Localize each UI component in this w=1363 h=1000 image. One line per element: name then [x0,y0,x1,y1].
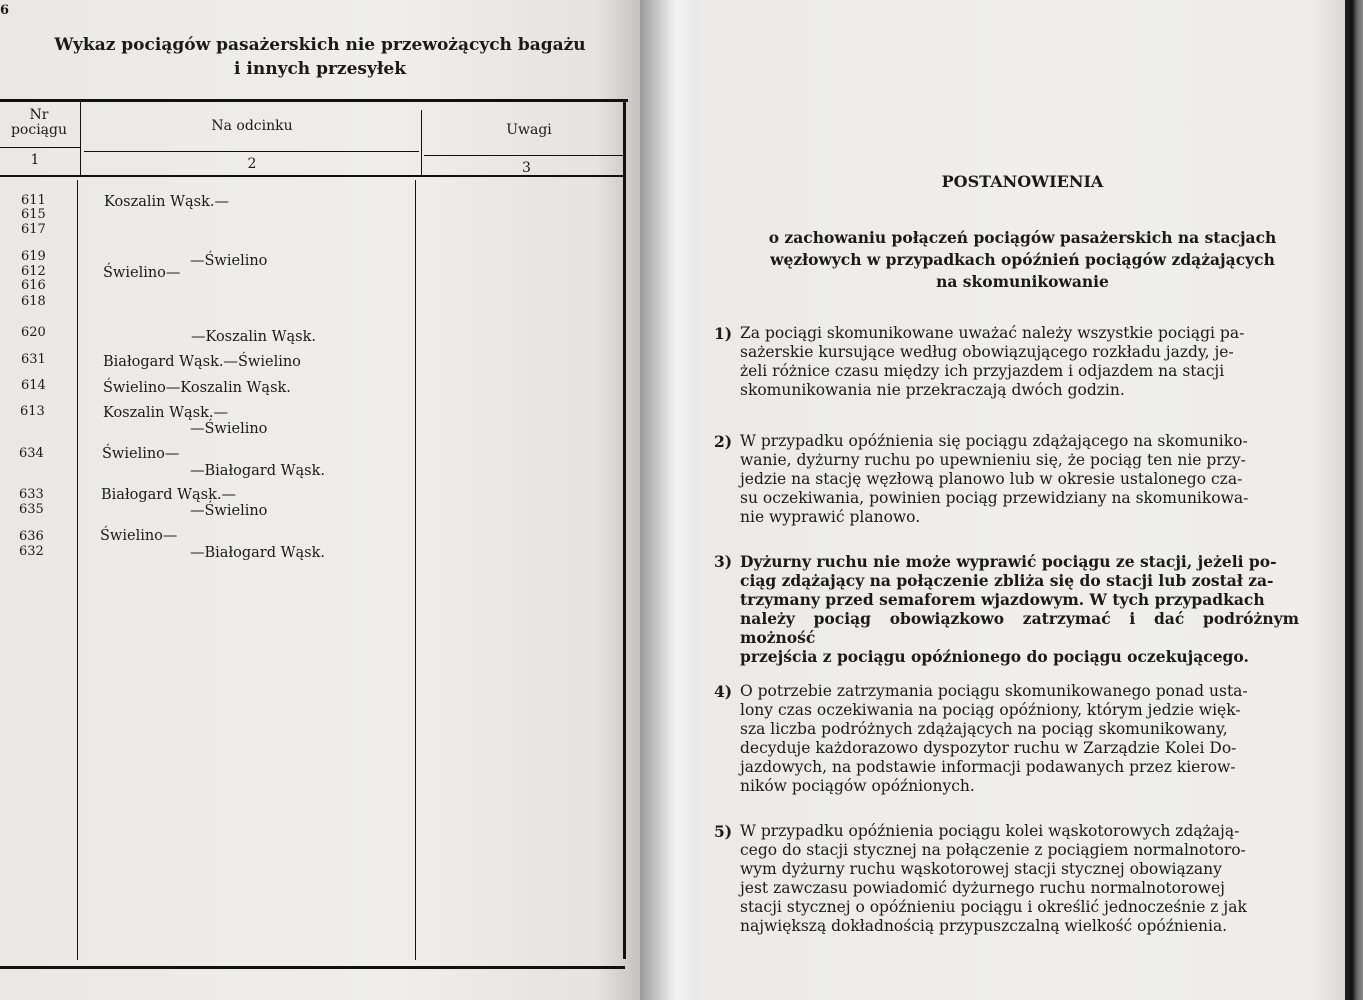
route-from: Świelino— [102,446,180,462]
paragraph-number: 4) [714,682,733,701]
route-from: Białogard Wąsk.— [101,487,237,503]
train-number: 635 [19,502,44,517]
route-from: Koszalin Wąsk.— [104,194,230,210]
route-to: —Świelino [190,503,268,519]
route-from: Świelino— [100,528,178,544]
column-divider [80,101,81,175]
train-number: 612 [21,264,46,279]
paragraph [714,822,1299,936]
book-gutter [640,0,700,1000]
paragraph [714,324,1299,400]
paragraph-text: Dyżurny ruchu nie może wyprawić pociągu ze stacji, jeżeli po- ciąg zdążający na połączenie zbliża się do stacji lub został za- trzymany przed semaforem wjazdowym. W tych przypadkach należy pociąg obowiązkowo zatrzymać i dać podróżnym możność przejścia z pociągu opóźnionego do pociągu oczekującego. [740,552,1299,666]
header-col-number: 3 [522,160,531,176]
column-divider [77,180,78,960]
train-number: 620 [21,325,46,340]
paragraph [714,432,1299,527]
train-number: 633 [19,487,44,502]
right-page [700,0,1345,1000]
train-number: 611 [21,193,46,208]
table-bottom-border [0,966,625,969]
header-uwagi: Uwagi [506,122,552,138]
route-to: —Świelino [190,253,268,269]
train-number: 632 [19,544,44,559]
paragraph-number: 2) [714,432,733,451]
route-to: —Białogard Wąsk. [190,463,326,479]
route-from: Białogard Wąsk.—Świelino [103,354,301,370]
paragraph-text: Za pociągi skomunikowane uważać należy wszystkie pociągi pa- sażerskie kursujące według obowiązującego rozkładu jazdy, je- żeli różnice czasu między ich przyjazdem i odjazdem na stacji skomunikowania nie przekraczają dwóch godzin. [740,324,1245,399]
table-right-border [623,101,626,959]
train-number: 619 [21,249,46,264]
route-from: Świelino—Koszalin Wąsk. [103,380,291,396]
page-number: 6 [0,3,10,18]
train-number: 616 [21,278,46,293]
paragraph-number: 5) [714,822,733,841]
paragraph [714,682,1299,796]
header-divider [0,147,80,148]
header-divider [424,155,624,156]
page-title-line1: Wykaz pociągów pasażerskich nie przewożących bagażu [54,35,586,55]
header-col-number: 2 [247,156,257,172]
train-number: 614 [21,378,46,393]
route-to: —Koszalin Wąsk. [191,329,317,345]
route-to: —Świelino [190,421,268,437]
train-number: 631 [21,352,46,367]
column-divider [415,180,416,960]
paragraph-text: W przypadku opóźnienia się pociągu zdążającego na skomuniko- wanie, dyżurny ruchu po upewnieniu się, że pociąg ten nie przy- jedzie na stację węzłową planowo lub w okresie ustalonego cza- su oczekiwania, powinien pociąg przewidziany na skomunikowa- nie wyprawić planowo. [740,432,1249,526]
train-number: 615 [21,207,46,222]
paragraph-number: 3) [714,552,733,571]
paragraph-number: 1) [714,324,733,343]
route-to: —Białogard Wąsk. [190,545,326,561]
header-divider [84,151,419,152]
paragraph-text: W przypadku opóźnienia pociągu kolei wąskotorowych zdążają- cego do stacji stycznej na połączenie z pociągiem normalnotoro- wym dyżurny ruchu wąskotorowej stacji stycznej obowiązany jest zawczasu powiadomić dyżurnego ruchu normalnotorowej stacji stycznej o opóźnieniu pociągu i określić jednocześnie z jak największą dokładnością przypuszczalną wielkość opóźnienia. [740,822,1247,935]
header-nr-line1: Nr [29,107,49,123]
left-page [0,0,650,1000]
train-number: 618 [21,294,46,309]
table-top-border [0,99,628,102]
train-number: 617 [21,222,46,237]
section-subtitle-line2: węzłowych w przypadkach opóźnień pociągów zdążających [770,250,1275,269]
header-col-number: 1 [30,152,40,168]
header-nr-line2: pociągu [10,122,68,138]
paragraph [714,552,1299,666]
section-subtitle-line1: o zachowaniu połączeń pociągów pasażerskich na stacjach [768,228,1277,247]
page-title-line2: i innych przesyłek [234,59,406,79]
book-edge [1345,0,1363,1000]
route-from: Koszalin Wąsk.— [103,405,229,421]
route-from: Świelino— [103,265,181,281]
section-title: POSTANOWIENIA [941,172,1104,191]
header-na-odcinku: Na odcinku [211,118,293,134]
train-number: 636 [19,529,44,544]
train-number: 634 [19,446,44,461]
train-number: 613 [20,404,45,419]
section-subtitle-line3: na skomunikowanie [936,272,1109,291]
paragraph-text: O potrzebie zatrzymania pociągu skomunikowanego ponad usta- lony czas oczekiwania na pociąg opóźniony, którym jedzie więk- sza liczba podróżnych zdążających na pociąg skomunikowany, decyduje każdorazowo dyspozytor ruchu w Zarządzie Kolei Do- jazdowych, na podstawie informacji podawanych przez kierow- ników pociągów opóźnionych. [740,682,1248,795]
